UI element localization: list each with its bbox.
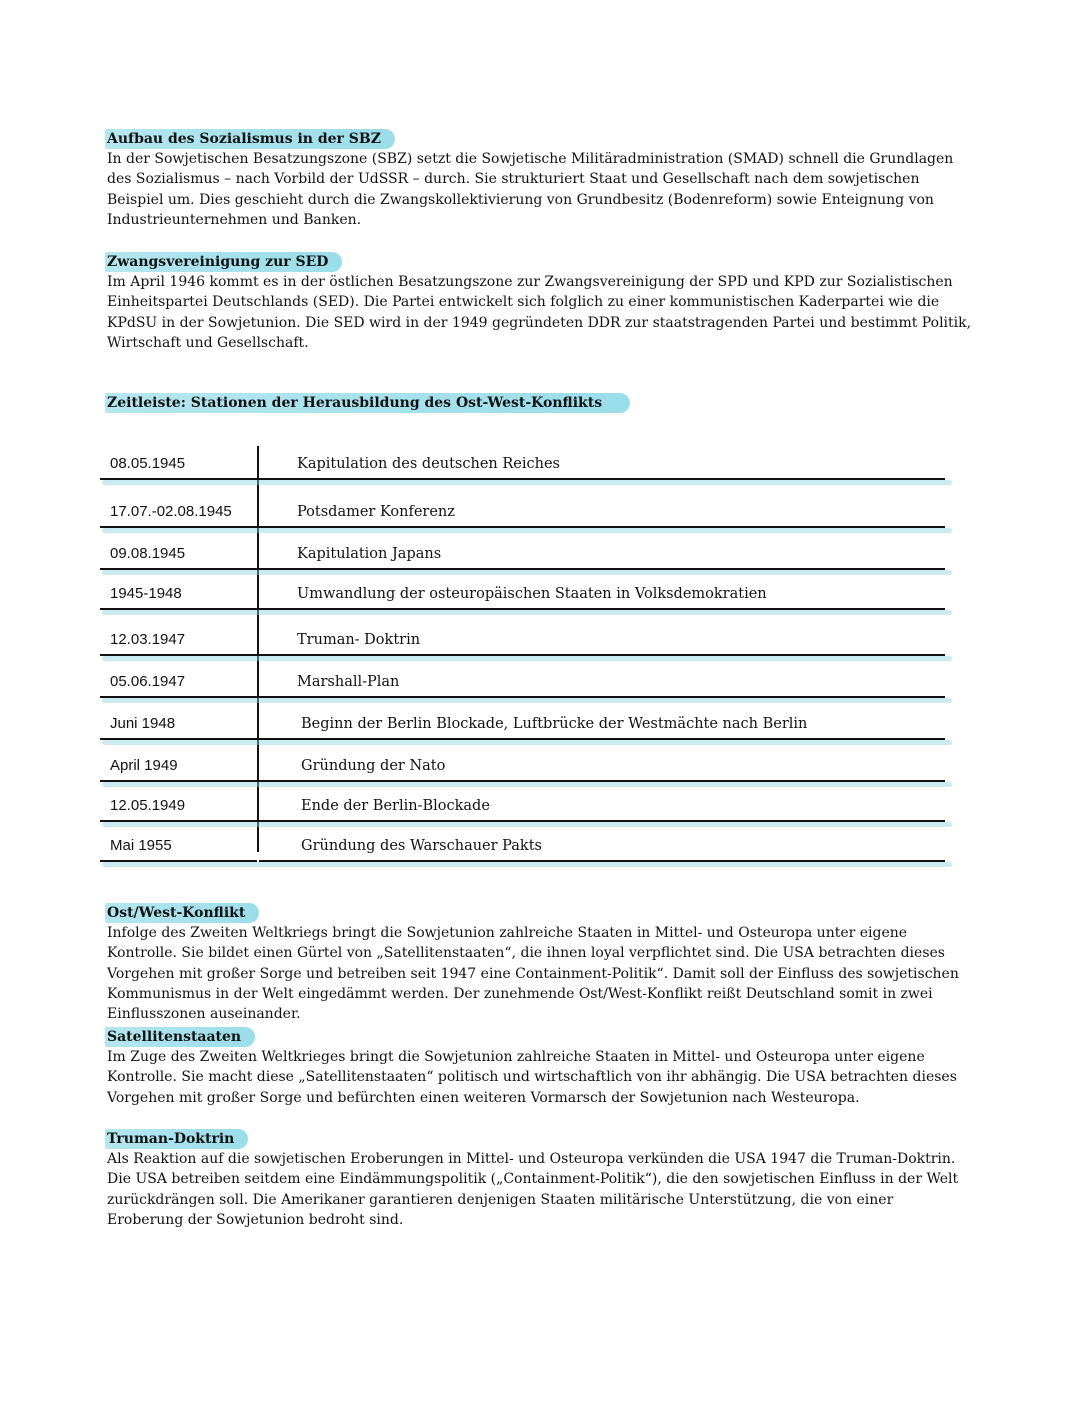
timeline-title: Zeitleiste: Stationen der Herausbildung des Ost-West-Konflikts: [105, 393, 630, 413]
row-highlight: [102, 610, 952, 615]
row-rule-left: [100, 860, 257, 862]
section-text: Als Reaktion auf die sowjetischen Eroberungen in Mittel- und Osteuropa verkünden die USA 1947 die Truman-Doktrin. Die USA betreiben seitdem eine Eindämmungspolitik („Containment-Politik“), die den sowjetischen Einfluss in der Welt zurückdrängen soll. Die Amerikaner garantieren denjenigen Staaten militärische Unterstützung, die von einer Eroberung der Sowjetunion bedroht sind.: [107, 1151, 959, 1228]
timeline-date: 17.07.-02.08.1945: [110, 503, 232, 520]
timeline-event: Gründung der Nato: [301, 758, 446, 774]
timeline-date: 05.06.1947: [110, 673, 186, 690]
section-sbz: [107, 128, 973, 230]
timeline-event: Truman- Doktrin: [297, 632, 421, 648]
timeline-row: [100, 658, 950, 698]
timeline-event: Gründung des Warschauer Pakts: [301, 838, 542, 854]
row-rule-right: [259, 526, 945, 528]
timeline-date: 1945-1948: [110, 585, 182, 602]
section-sed: [107, 251, 973, 353]
timeline-event: Kapitulation Japans: [297, 546, 442, 562]
timeline-date: 12.03.1947: [110, 631, 186, 648]
timeline-event: Umwandlung der osteuropäischen Staaten in Volksdemokratien: [297, 586, 767, 602]
row-rule-right: [259, 608, 945, 610]
row-rule-right: [259, 738, 945, 740]
timeline-event: Potsdamer Konferenz: [297, 504, 455, 520]
row-rule-right: [259, 478, 945, 480]
section-heading: Ost/West-Konflikt: [105, 903, 259, 923]
row-rule-right: [259, 860, 945, 862]
timeline-date: 12.05.1949: [110, 797, 186, 814]
timeline-event: Marshall-Plan: [297, 674, 400, 690]
row-rule-left: [100, 478, 257, 480]
timeline-table: [100, 446, 950, 856]
timeline-date: 09.08.1945: [110, 545, 186, 562]
timeline-row: [100, 488, 950, 528]
timeline-event: Beginn der Berlin Blockade, Luftbrücke der Westmächte nach Berlin: [301, 716, 808, 732]
section-heading: Satellitenstaaten: [105, 1027, 255, 1047]
section-heading: Aufbau des Sozialismus in der SBZ: [105, 129, 395, 149]
timeline-date: April 1949: [110, 757, 178, 774]
row-rule-left: [100, 738, 257, 740]
timeline-event: Kapitulation des deutschen Reiches: [297, 456, 560, 472]
row-rule-left: [100, 608, 257, 610]
row-rule-right: [259, 696, 945, 698]
timeline-row: [100, 782, 950, 822]
section-heading: Truman-Doktrin: [105, 1129, 248, 1149]
timeline-title-wrap: [107, 392, 973, 413]
row-rule-left: [100, 696, 257, 698]
section-text: Im April 1946 kommt es in der östlichen Besatzungszone zur Zwangsvereinigung der SPD und KPD zur Sozialistischen Einheitspartei Deutschlands (SED). Die Partei entwickelt sich folglich zu einer kommunistischen Kaderpartei wie die KPdSU in der Sowjetunion. Die SED wird in der 1949 gegründeten DDR zur staatstragenden Partei und bestimmt Politik, Wirtschaft und Gesellschaft.: [107, 274, 972, 351]
row-rule-right: [259, 654, 945, 656]
timeline-row: [100, 742, 950, 782]
row-rule-left: [100, 526, 257, 528]
timeline-row: [100, 822, 950, 862]
row-highlight: [102, 862, 952, 867]
timeline-event: Ende der Berlin-Blockade: [301, 798, 490, 814]
row-rule-left: [100, 654, 257, 656]
timeline-row: [100, 530, 950, 570]
timeline-row: [100, 616, 950, 656]
section-heading: Zwangsvereinigung zur SED: [105, 252, 342, 272]
row-highlight: [102, 480, 952, 485]
section-satellitenstaaten: [107, 1026, 973, 1108]
timeline-date: 08.05.1945: [110, 455, 186, 472]
timeline-date: Juni 1948: [110, 715, 176, 732]
timeline-row: [100, 440, 950, 480]
timeline-row: [100, 700, 950, 740]
section-text: Im Zuge des Zweiten Weltkrieges bringt die Sowjetunion zahlreiche Staaten in Mittel- und Osteuropa unter eigene Kontrolle. Sie macht diese „Satellitenstaaten“ politisch und wirtschaftlich von ihr abhängig. Die USA betrachten dieses Vorgehen mit großer Sorge und befürchten einen weiteren Vormarsch der Sowjetunion nach Westeuropa.: [107, 1049, 957, 1106]
section-text: Infolge des Zweiten Weltkriegs bringt die Sowjetunion zahlreiche Staaten in Mittel- und Osteuropa unter eigene Kontrolle. Sie bildet einen Gürtel von „Satellitenstaaten“, die ihnen loyal verpflichtet sind. Die USA betrachten dieses Vorgehen mit großer Sorge und betreiben seit 1947 eine Containment-Politik“. Damit soll der Einfluss des sowjetischen Kommunismus in der Welt eingedämmt werden. Der zunehmende Ost/West-Konflikt reißt Deutschland somit in zwei Einflusszonen auseinander.: [107, 925, 959, 1023]
timeline-date: Mai 1955: [110, 837, 172, 854]
section-truman-doktrin: [107, 1128, 973, 1230]
timeline-row: [100, 570, 950, 610]
section-ostwest: [107, 902, 973, 1024]
section-text: In der Sowjetischen Besatzungszone (SBZ) setzt die Sowjetische Militäradministration (SMAD) schnell die Grundlagen des Sozialismus – nach Vorbild der UdSSR – durch. Sie strukturiert Staat und Gesellschaft nach dem sowjetischen Beispiel um. Dies geschieht durch die Zwangskollektivierung von Grundbesitz (Bodenreform) sowie Enteignung von Industrieunternehmen und Banken.: [107, 151, 954, 228]
